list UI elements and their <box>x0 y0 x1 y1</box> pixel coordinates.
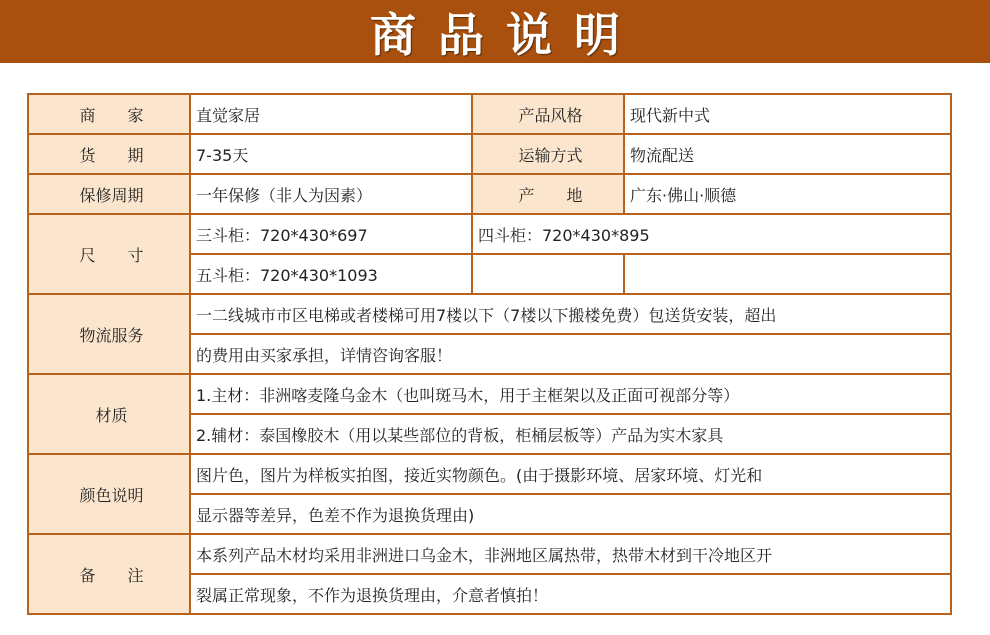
size-four-drawer: 四斗柜：720*430*895 <box>472 214 951 254</box>
table-row <box>28 174 951 214</box>
color-line-2: 显示器等差异，色差不作为退换货理由) <box>190 494 951 534</box>
logistics-label: 物流服务 <box>28 294 190 374</box>
note-line-1: 本系列产品木材均采用非洲进口乌金木，非洲地区属热带，热带木材到干冷地区开 <box>190 534 951 574</box>
material-line-2: 2.辅材：泰国橡胶木（用以某些部位的背板，柜桶层板等）产品为实木家具 <box>190 414 951 454</box>
header-banner <box>0 0 990 63</box>
color-line-1: 图片色，图片为样板实拍图，接近实物颜色。(由于摄影环境、居家环境、灯光和 <box>190 454 951 494</box>
size-label: 尺 寸 <box>28 214 190 294</box>
material-label: 材质 <box>28 374 190 454</box>
shipping-label: 运输方式 <box>472 134 624 174</box>
shipping-value: 物流配送 <box>624 134 951 174</box>
merchant-label: 商 家 <box>28 94 190 134</box>
table-row <box>28 134 951 174</box>
merchant-value: 直觉家居 <box>190 94 472 134</box>
note-line-2: 裂属正常现象，不作为退换货理由，介意者慎拍！ <box>190 574 951 614</box>
note-label: 备 注 <box>28 534 190 614</box>
table-row <box>28 214 951 254</box>
table-row <box>28 534 951 574</box>
delivery-label: 货 期 <box>28 134 190 174</box>
table-row <box>28 94 951 134</box>
warranty-value: 一年保修（非人为因素） <box>190 174 472 214</box>
material-line-1: 1.主材：非洲喀麦隆乌金木（也叫斑马木，用于主框架以及正面可视部分等） <box>190 374 951 414</box>
empty-cell <box>624 254 951 294</box>
origin-value: 广东·佛山·顺德 <box>624 174 951 214</box>
style-label: 产品风格 <box>472 94 624 134</box>
product-spec-table <box>27 93 952 615</box>
empty-cell <box>472 254 624 294</box>
delivery-value: 7-35天 <box>190 134 472 174</box>
table-row <box>28 374 951 414</box>
origin-label: 产 地 <box>472 174 624 214</box>
style-value: 现代新中式 <box>624 94 951 134</box>
logistics-line-1: 一二线城市市区电梯或者楼梯可用7楼以下（7楼以下搬楼免费）包送货安装，超出 <box>190 294 951 334</box>
table-row <box>28 294 951 334</box>
logistics-line-2: 的费用由买家承担，详情咨询客服！ <box>190 334 951 374</box>
size-three-drawer: 三斗柜：720*430*697 <box>190 214 472 254</box>
size-five-drawer: 五斗柜：720*430*1093 <box>190 254 472 294</box>
table-row <box>28 454 951 494</box>
color-label: 颜色说明 <box>28 454 190 534</box>
page-title: 商品说明 <box>370 7 642 62</box>
warranty-label: 保修周期 <box>28 174 190 214</box>
